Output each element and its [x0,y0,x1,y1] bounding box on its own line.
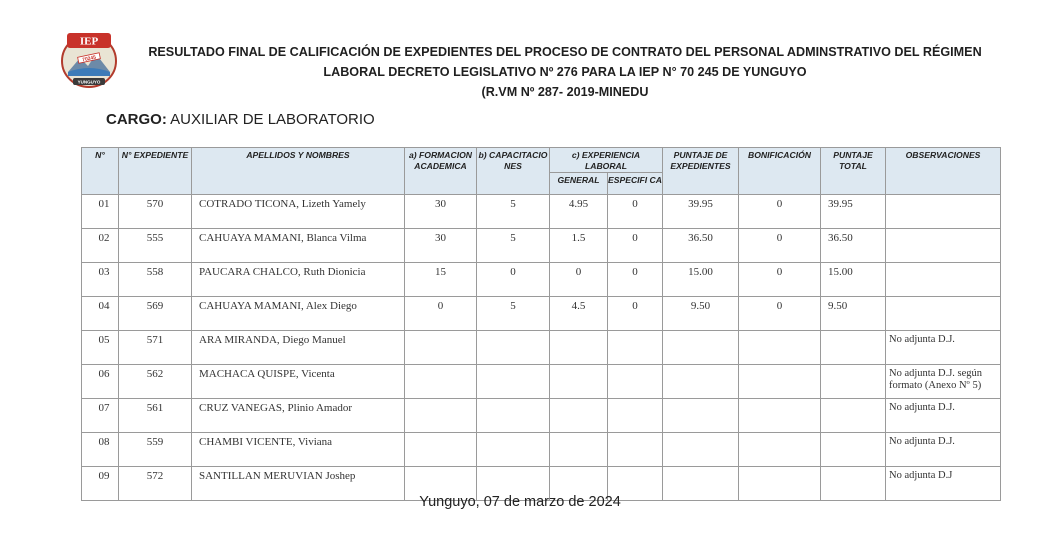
general-cell: 4.5 [550,297,608,331]
formacion-cell: 15 [405,263,477,297]
observaciones-cell: No adjunta D.J [886,467,1001,501]
general-cell: 1.5 [550,229,608,263]
svg-text:70245: 70245 [81,54,97,64]
name-cell: CAHUAYA MAMANI, Blanca Vilma [192,229,405,263]
col-header-bonificacion: BONIFICACIÓN [739,148,821,195]
formacion-cell [405,365,477,399]
name-cell: COTRADO TICONA, Lizeth Yamely [192,195,405,229]
table-row [82,433,1001,467]
puntaje-total-cell: 39.95 [821,195,886,229]
name-cell: CAHUAYA MAMANI, Alex Diego [192,297,405,331]
expediente-cell: 572 [119,467,192,501]
expediente-cell: 562 [119,365,192,399]
capacitaciones-cell [477,365,550,399]
expediente-cell: 555 [119,229,192,263]
observaciones-cell: No adjunta D.J. según formato (Anexo Nº 5) [886,365,1001,399]
puntaje-exp-cell: 36.50 [663,229,739,263]
observaciones-cell [886,195,1001,229]
especifica-cell: 0 [608,195,663,229]
svg-text:YUNGUYO: YUNGUYO [77,79,101,85]
table-row [82,365,1001,399]
general-cell [550,433,608,467]
especifica-cell [608,365,663,399]
general-cell [550,331,608,365]
formacion-cell [405,331,477,365]
title-line-1: RESULTADO FINAL DE CALIFICACIÓN DE EXPEDIENTES DEL PROCESO DE CONTRATO DEL PERSONAL ADMINSTRATIVO DEL RÉGIMEN [148,45,982,59]
document-title [125,42,1005,102]
puntaje-total-cell [821,433,886,467]
row-number: 06 [82,365,119,399]
bonificacion-cell [739,399,821,433]
formacion-cell: 0 [405,297,477,331]
observaciones-cell [886,263,1001,297]
expediente-cell: 569 [119,297,192,331]
row-number: 04 [82,297,119,331]
cargo-line [106,111,375,128]
capacitaciones-cell: 0 [477,263,550,297]
col-header-num: N° [82,148,119,195]
general-cell [550,399,608,433]
puntaje-exp-cell [663,399,739,433]
col-header-capacitaciones: b) CAPACITACIO NES [477,148,550,195]
expediente-cell: 558 [119,263,192,297]
puntaje-total-cell [821,331,886,365]
especifica-cell: 0 [608,229,663,263]
expediente-cell: 559 [119,433,192,467]
col-header-observaciones: OBSERVACIONES [886,148,1001,195]
bonificacion-cell: 0 [739,297,821,331]
name-cell: CHAMBI VICENTE, Viviana [192,433,405,467]
general-cell [550,365,608,399]
general-cell: 4.95 [550,195,608,229]
col-header-formacion: a) FORMACION ACADEMICA [405,148,477,195]
place-date: Yunguyo, 07 de marzo de 2024 [419,494,621,510]
row-number: 08 [82,433,119,467]
name-cell: ARA MIRANDA, Diego Manuel [192,331,405,365]
bonificacion-cell: 0 [739,195,821,229]
col-header-expediente: N° EXPEDIENTE [119,148,192,195]
observaciones-cell: No adjunta D.J. [886,399,1001,433]
puntaje-total-cell: 15.00 [821,263,886,297]
bonificacion-cell [739,433,821,467]
name-cell: PAUCARA CHALCO, Ruth Dionicia [192,263,405,297]
formacion-cell: 30 [405,195,477,229]
row-number: 01 [82,195,119,229]
cargo-value: AUXILIAR DE LABORATORIO [170,111,375,128]
bonificacion-cell [739,365,821,399]
puntaje-total-cell: 36.50 [821,229,886,263]
table-row [82,297,1001,331]
general-cell: 0 [550,263,608,297]
especifica-cell [608,433,663,467]
row-number: 02 [82,229,119,263]
table-row [82,195,1001,229]
capacitaciones-cell: 5 [477,195,550,229]
expediente-cell: 570 [119,195,192,229]
expediente-cell: 561 [119,399,192,433]
capacitaciones-cell: 5 [477,229,550,263]
formacion-cell [405,399,477,433]
row-number: 05 [82,331,119,365]
puntaje-exp-cell [663,331,739,365]
puntaje-total-cell [821,399,886,433]
bonificacion-cell [739,331,821,365]
puntaje-exp-cell [663,365,739,399]
puntaje-total-cell: 9.50 [821,297,886,331]
bonificacion-cell: 0 [739,229,821,263]
table-row [82,399,1001,433]
name-cell: MACHACA QUISPE, Vicenta [192,365,405,399]
col-header-general: GENERAL [550,173,608,195]
especifica-cell: 0 [608,297,663,331]
observaciones-cell: No adjunta D.J. [886,433,1001,467]
row-number: 07 [82,399,119,433]
especifica-cell [608,399,663,433]
col-header-experiencia: c) EXPERIENCIA LABORAL [550,148,663,173]
col-header-puntaje-total: PUNTAJE TOTAL [821,148,886,195]
especifica-cell: 0 [608,263,663,297]
expediente-cell: 571 [119,331,192,365]
bonificacion-cell: 0 [739,263,821,297]
name-cell: SANTILLAN MERUVIAN Joshep [192,467,405,501]
col-header-nombres: APELLIDOS Y NOMBRES [192,148,405,195]
puntaje-total-cell [821,365,886,399]
observaciones-cell: No adjunta D.J. [886,331,1001,365]
results-table [81,147,1001,501]
cargo-label: CARGO: [106,111,167,128]
capacitaciones-cell [477,331,550,365]
row-number: 09 [82,467,119,501]
col-header-especifica: ESPECIFI CA [608,173,663,195]
title-line-3: (R.VM Nº 287- 2019-MINEDU [481,85,649,99]
puntaje-exp-cell: 15.00 [663,263,739,297]
capacitaciones-cell [477,433,550,467]
especifica-cell [608,331,663,365]
col-header-puntaje-exp: PUNTAJE DE EXPEDIENTES [663,148,739,195]
table-row [82,331,1001,365]
table-row [82,263,1001,297]
name-cell: CRUZ VANEGAS, Plinio Amador [192,399,405,433]
formacion-cell: 30 [405,229,477,263]
puntaje-exp-cell: 9.50 [663,297,739,331]
capacitaciones-cell [477,399,550,433]
title-line-2: LABORAL DECRETO LEGISLATIVO Nº 276 PARA LA IEP N° 70 245 DE YUNGUYO [323,65,807,79]
formacion-cell [405,433,477,467]
puntaje-exp-cell: 39.95 [663,195,739,229]
capacitaciones-cell: 5 [477,297,550,331]
puntaje-exp-cell [663,433,739,467]
table-row [82,229,1001,263]
row-number: 03 [82,263,119,297]
observaciones-cell [886,297,1001,331]
school-logo [58,28,120,90]
svg-text:IEP: IEP [79,35,99,48]
observaciones-cell [886,229,1001,263]
